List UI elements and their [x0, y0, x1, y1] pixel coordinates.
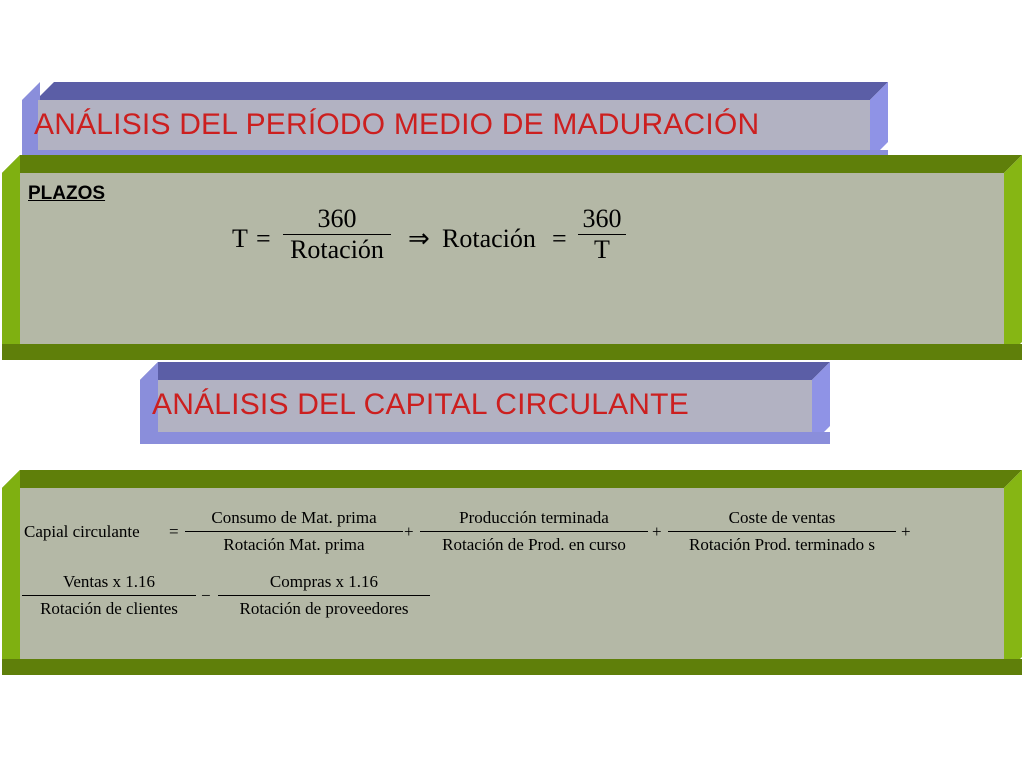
fraction-numerator: Producción terminada [459, 508, 609, 527]
fraction-denominator: Rotación Prod. terminado s [688, 535, 876, 554]
bevel-bottom [2, 344, 1022, 360]
fraction-denominator: Rotación de clientes [40, 599, 178, 618]
bevel-top [140, 362, 830, 380]
fraction-coste [668, 508, 896, 555]
fraction-bar [668, 531, 896, 532]
fraction-numerator: Consumo de Mat. prima [211, 508, 377, 527]
bevel-right [1004, 155, 1022, 360]
fraction-ventas [22, 572, 196, 619]
bevel-left [2, 470, 20, 675]
formula-lhs: T [232, 224, 248, 253]
panel-plazos [2, 155, 1022, 360]
title-capital: ANÁLISIS DEL CAPITAL CIRCULANTE [152, 388, 689, 421]
bevel-right [1004, 470, 1022, 675]
fraction-bar [218, 595, 430, 596]
fraction-bar [22, 595, 196, 596]
bevel-bottom [2, 659, 1022, 675]
fraction-denominator: Rotación Mat. prima [223, 535, 365, 554]
fraction-consumo [185, 508, 403, 555]
fraction-denominator: Rotación de Prod. en curso [442, 535, 626, 554]
fraction-360-t [578, 204, 626, 265]
formula-equals-2: = [552, 224, 567, 253]
fraction-numerator: Ventas x 1.16 [62, 572, 156, 591]
formula-rotacion: Rotación [442, 224, 536, 253]
plazos-heading: PLAZOS [28, 183, 106, 204]
formula-equals: = [256, 224, 271, 253]
fraction-bar [185, 531, 403, 532]
minus-symbol: − [201, 586, 211, 605]
bevel-left [2, 155, 20, 360]
plus-symbol: + [901, 522, 911, 541]
title-period: ANÁLISIS DEL PERÍODO MEDIO DE MADURACIÓN [34, 108, 760, 141]
fraction-produccion [420, 508, 648, 555]
bevel-top [2, 155, 1022, 173]
fraction-denominator: Rotación [290, 235, 384, 264]
bevel-top [2, 470, 1022, 488]
fraction-numerator: 360 [317, 204, 357, 233]
fraction-bar [420, 531, 648, 532]
fraction-numerator: 360 [582, 204, 622, 233]
fraction-360-rotacion [283, 204, 391, 265]
fraction-denominator: T [594, 235, 610, 264]
plus-symbol: + [652, 522, 662, 541]
formula-equals: = [169, 522, 179, 541]
plus-symbol: + [404, 522, 414, 541]
bevel-top [36, 82, 888, 100]
fraction-numerator: Compras x 1.16 [269, 572, 379, 591]
bevel-bottom [140, 432, 830, 444]
implies-symbol: ⇒ [408, 224, 430, 253]
fraction-denominator: Rotación de proveedores [239, 599, 409, 618]
panel-face [20, 173, 1004, 344]
formula-lhs: Capial circulante [24, 522, 140, 541]
fraction-numerator: Coste de ventas [728, 508, 836, 527]
fraction-compras [218, 572, 430, 619]
